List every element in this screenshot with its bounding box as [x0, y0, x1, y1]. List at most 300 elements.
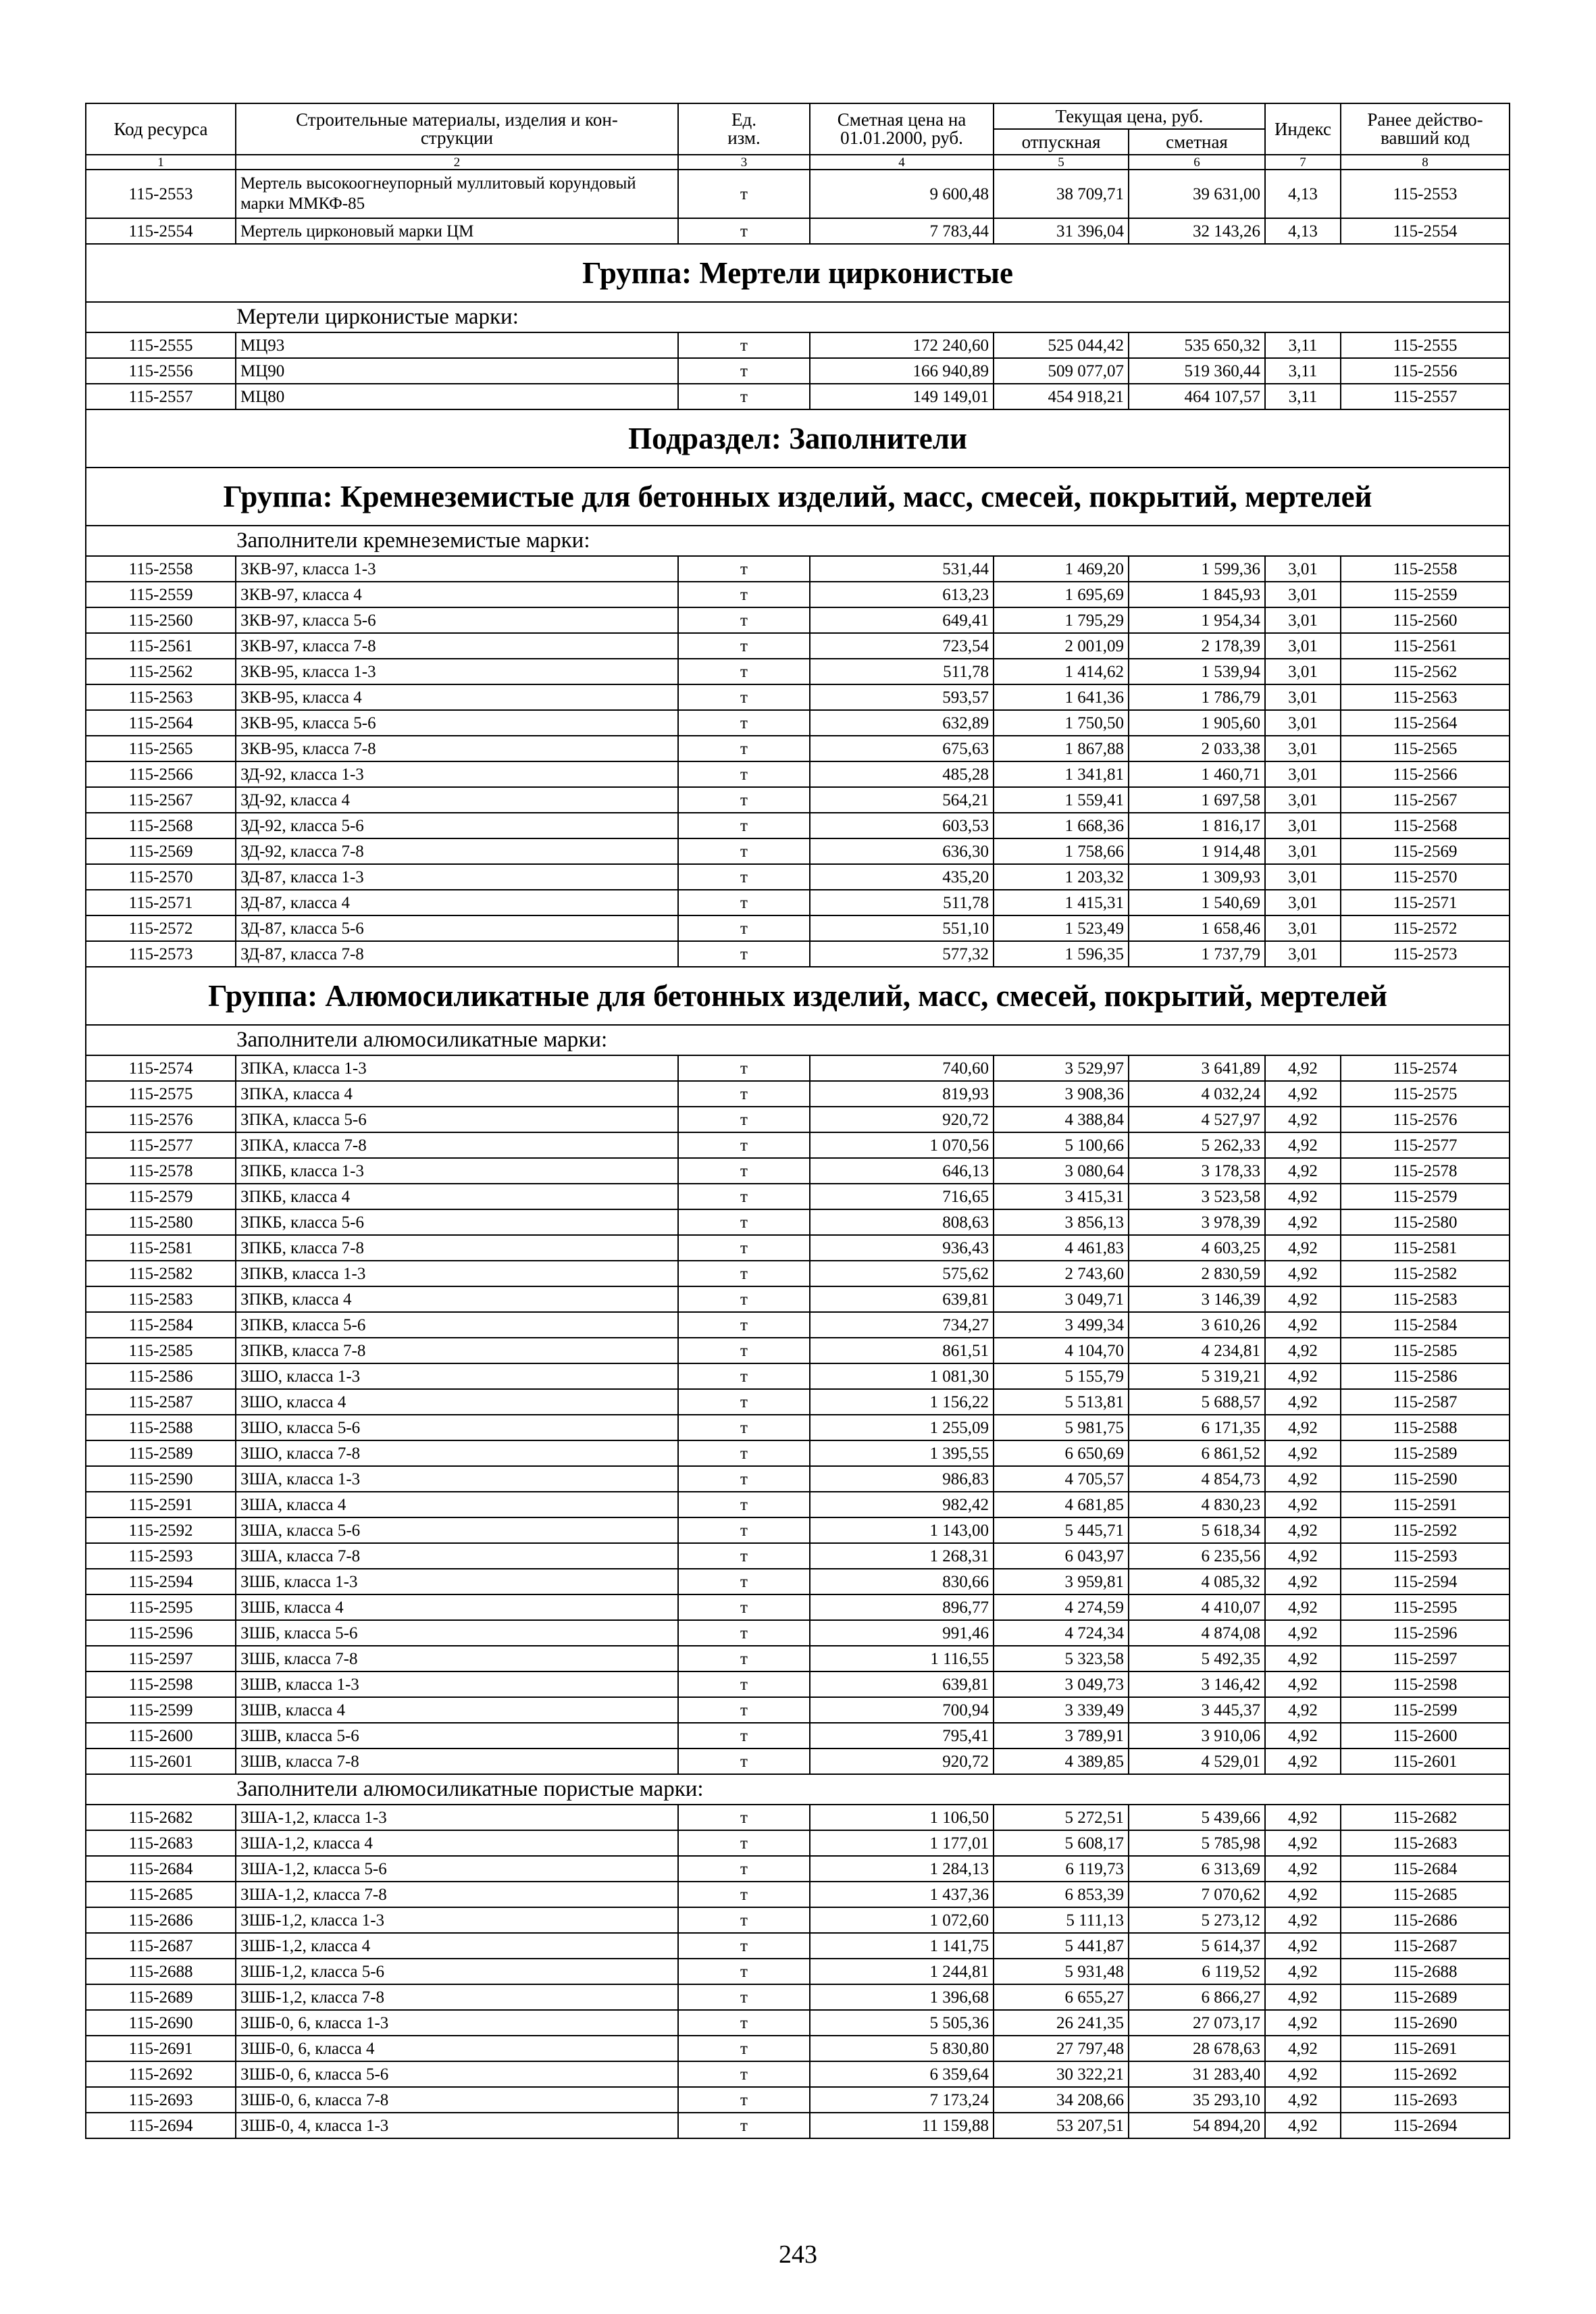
resource-code-cell: 115-2576: [86, 1107, 236, 1132]
previous-code-cell: 115-2693: [1341, 2087, 1510, 2113]
previous-code-cell: 115-2558: [1341, 556, 1510, 582]
base-price-cell: 11 159,88: [810, 2113, 994, 2138]
base-price-cell: 920,72: [810, 1749, 994, 1774]
resource-code-cell: 115-2684: [86, 1856, 236, 1882]
release-price-cell: 5 323,58: [994, 1646, 1129, 1671]
subgroup-heading: Заполнители кремнеземистые марки:: [86, 526, 1510, 556]
base-price-cell: 1 072,60: [810, 1907, 994, 1933]
table-row: [86, 1749, 1510, 1774]
previous-code-cell: 115-2599: [1341, 1697, 1510, 1723]
resource-code-cell: 115-2586: [86, 1363, 236, 1389]
col-number: 8: [1341, 155, 1510, 170]
table-row: [86, 1543, 1510, 1569]
previous-code-cell: 115-2584: [1341, 1312, 1510, 1338]
release-price-cell: 6 119,73: [994, 1856, 1129, 1882]
estimated-price-cell: 27 073,17: [1129, 2010, 1265, 2036]
base-price-cell: 986,83: [810, 1466, 994, 1492]
table-row: [86, 659, 1510, 684]
previous-code-cell: 115-2596: [1341, 1620, 1510, 1646]
previous-code-cell: 115-2582: [1341, 1261, 1510, 1286]
estimated-price-cell: 3 146,39: [1129, 1286, 1265, 1312]
previous-code-cell: 115-2572: [1341, 915, 1510, 941]
col-number: 2: [236, 155, 678, 170]
material-name-cell: ЗД-92, класса 1-3: [236, 761, 678, 787]
release-price-cell: 3 499,34: [994, 1312, 1129, 1338]
price-index-cell: 4,92: [1265, 1933, 1341, 1959]
resource-code-cell: 115-2564: [86, 710, 236, 736]
unit-cell: т: [678, 2010, 810, 2036]
material-name-cell: ЗКВ-97, класса 1-3: [236, 556, 678, 582]
resource-code-cell: 115-2573: [86, 941, 236, 967]
resource-code-cell: 115-2583: [86, 1286, 236, 1312]
previous-code-cell: 115-2571: [1341, 890, 1510, 915]
release-price-cell: 3 959,81: [994, 1569, 1129, 1594]
base-price-cell: 1 244,81: [810, 1959, 994, 1984]
table-row: [86, 1830, 1510, 1856]
table-row: [86, 1569, 1510, 1594]
resource-code-cell: 115-2689: [86, 1984, 236, 2010]
unit-cell: т: [678, 2061, 810, 2087]
material-name-cell: ЗШБ-0, 6, класса 4: [236, 2036, 678, 2061]
release-price-cell: 1 341,81: [994, 761, 1129, 787]
table-row: [86, 1697, 1510, 1723]
resource-code-cell: 115-2556: [86, 358, 236, 384]
resource-code-cell: 115-2595: [86, 1594, 236, 1620]
table-row: [86, 1209, 1510, 1235]
resource-code-cell: 115-2582: [86, 1261, 236, 1286]
base-price-cell: 723,54: [810, 633, 994, 659]
price-index-cell: 4,92: [1265, 1723, 1341, 1749]
unit-cell: т: [678, 1697, 810, 1723]
unit-cell: т: [678, 1235, 810, 1261]
group-heading-row: [86, 409, 1510, 468]
previous-code-cell: 115-2688: [1341, 1959, 1510, 1984]
unit-cell: т: [678, 556, 810, 582]
release-price-cell: 5 441,87: [994, 1933, 1129, 1959]
resource-code-cell: 115-2570: [86, 864, 236, 890]
table-row: [86, 384, 1510, 409]
group-heading: Группа: Кремнеземистые для бетонных изделий, масс, смесей, покрытий, мертелей: [86, 468, 1510, 526]
material-name-cell: ЗД-87, класса 1-3: [236, 864, 678, 890]
unit-cell: т: [678, 633, 810, 659]
resource-code-cell: 115-2596: [86, 1620, 236, 1646]
unit-cell: т: [678, 1158, 810, 1184]
table-row: [86, 1805, 1510, 1830]
price-index-cell: 4,92: [1265, 2061, 1341, 2087]
table-row: [86, 1959, 1510, 1984]
material-name-cell: ЗД-87, класса 4: [236, 890, 678, 915]
previous-code-cell: 115-2593: [1341, 1543, 1510, 1569]
table-row: [86, 1466, 1510, 1492]
resource-code-cell: 115-2598: [86, 1671, 236, 1697]
release-price-cell: 454 918,21: [994, 384, 1129, 409]
resource-code-cell: 115-2579: [86, 1184, 236, 1209]
estimated-price-cell: 5 688,57: [1129, 1389, 1265, 1415]
estimated-price-cell: 5 785,98: [1129, 1830, 1265, 1856]
unit-cell: т: [678, 1749, 810, 1774]
material-name-cell: ЗД-87, класса 5-6: [236, 915, 678, 941]
header-code: Код ресурса: [86, 103, 236, 155]
header-index: Индекс: [1265, 103, 1341, 155]
price-index-cell: 3,01: [1265, 941, 1341, 967]
release-price-cell: 3 908,36: [994, 1081, 1129, 1107]
release-price-cell: 1 668,36: [994, 813, 1129, 838]
unit-cell: т: [678, 915, 810, 941]
unit-cell: т: [678, 1517, 810, 1543]
estimated-price-cell: 6 171,35: [1129, 1415, 1265, 1440]
resource-code-cell: 115-2690: [86, 2010, 236, 2036]
unit-cell: т: [678, 2113, 810, 2138]
price-index-cell: 4,92: [1265, 2087, 1341, 2113]
material-name-cell: ЗПКВ, класса 1-3: [236, 1261, 678, 1286]
release-price-cell: 1 596,35: [994, 941, 1129, 967]
table-row: [86, 761, 1510, 787]
material-name-cell: ЗПКБ, класса 7-8: [236, 1235, 678, 1261]
resource-code-cell: 115-2561: [86, 633, 236, 659]
previous-code-cell: 115-2559: [1341, 582, 1510, 607]
base-price-cell: 613,23: [810, 582, 994, 607]
unit-cell: т: [678, 1830, 810, 1856]
table-row: [86, 170, 1510, 218]
unit-cell: т: [678, 1261, 810, 1286]
material-name-cell: ЗКВ-97, класса 5-6: [236, 607, 678, 633]
estimated-price-cell: 3 910,06: [1129, 1723, 1265, 1749]
resource-code-cell: 115-2585: [86, 1338, 236, 1363]
base-price-cell: 1 177,01: [810, 1830, 994, 1856]
unit-cell: т: [678, 1209, 810, 1235]
previous-code-cell: 115-2591: [1341, 1492, 1510, 1517]
material-name-cell: Мертель цирконовый марки ЦМ: [236, 218, 678, 244]
previous-code-cell: 115-2555: [1341, 332, 1510, 358]
price-index-cell: 3,11: [1265, 332, 1341, 358]
col-number: 1: [86, 155, 236, 170]
table-row: [86, 1620, 1510, 1646]
table-row: [86, 1984, 1510, 2010]
resource-code-cell: 115-2558: [86, 556, 236, 582]
table-row: [86, 2087, 1510, 2113]
price-index-cell: 4,92: [1265, 1107, 1341, 1132]
previous-code-cell: 115-2573: [1341, 941, 1510, 967]
release-price-cell: 1 695,69: [994, 582, 1129, 607]
release-price-cell: 1 795,29: [994, 607, 1129, 633]
base-price-cell: 819,93: [810, 1081, 994, 1107]
material-name-cell: ЗШБ-0, 6, класса 7-8: [236, 2087, 678, 2113]
previous-code-cell: 115-2574: [1341, 1055, 1510, 1081]
header-estimated: сметная: [1129, 129, 1265, 155]
previous-code-cell: 115-2557: [1341, 384, 1510, 409]
table-row: [86, 1440, 1510, 1466]
estimated-price-cell: 519 360,44: [1129, 358, 1265, 384]
estimated-price-cell: 1 599,36: [1129, 556, 1265, 582]
estimated-price-cell: 5 614,37: [1129, 1933, 1265, 1959]
table-row: [86, 1312, 1510, 1338]
base-price-cell: 1 268,31: [810, 1543, 994, 1569]
resource-code-cell: 115-2560: [86, 607, 236, 633]
estimated-price-cell: 4 410,07: [1129, 1594, 1265, 1620]
estimated-price-cell: 4 085,32: [1129, 1569, 1265, 1594]
table-row: [86, 358, 1510, 384]
unit-cell: т: [678, 1184, 810, 1209]
material-name-cell: ЗША-1,2, класса 1-3: [236, 1805, 678, 1830]
base-price-cell: 593,57: [810, 684, 994, 710]
previous-code-cell: 115-2685: [1341, 1882, 1510, 1907]
price-index-cell: 3,01: [1265, 556, 1341, 582]
table-row: [86, 332, 1510, 358]
base-price-cell: 166 940,89: [810, 358, 994, 384]
price-index-cell: 4,92: [1265, 1805, 1341, 1830]
material-name-cell: ЗПКВ, класса 7-8: [236, 1338, 678, 1363]
base-price-cell: 9 600,48: [810, 170, 994, 218]
table-row: [86, 1261, 1510, 1286]
base-price-cell: 5 505,36: [810, 2010, 994, 2036]
base-price-cell: 577,32: [810, 941, 994, 967]
estimated-price-cell: 5 262,33: [1129, 1132, 1265, 1158]
resource-code-cell: 115-2587: [86, 1389, 236, 1415]
resource-code-cell: 115-2683: [86, 1830, 236, 1856]
price-index-cell: 4,92: [1265, 1671, 1341, 1697]
price-index-cell: 4,92: [1265, 1517, 1341, 1543]
unit-cell: т: [678, 218, 810, 244]
previous-code-cell: 115-2575: [1341, 1081, 1510, 1107]
base-price-cell: 830,66: [810, 1569, 994, 1594]
price-index-cell: 4,13: [1265, 170, 1341, 218]
price-index-cell: 4,92: [1265, 2036, 1341, 2061]
base-price-cell: 861,51: [810, 1338, 994, 1363]
estimated-price-cell: 7 070,62: [1129, 1882, 1265, 1907]
price-index-cell: 4,92: [1265, 1959, 1341, 1984]
unit-cell: т: [678, 1132, 810, 1158]
material-name-cell: ЗША-1,2, класса 5-6: [236, 1856, 678, 1882]
material-name-cell: ЗШБ, класса 5-6: [236, 1620, 678, 1646]
table-row: [86, 1389, 1510, 1415]
previous-code-cell: 115-2691: [1341, 2036, 1510, 2061]
unit-cell: т: [678, 1959, 810, 1984]
previous-code-cell: 115-2600: [1341, 1723, 1510, 1749]
release-price-cell: 1 523,49: [994, 915, 1129, 941]
base-price-cell: 603,53: [810, 813, 994, 838]
price-index-cell: 4,92: [1265, 1055, 1341, 1081]
base-price-cell: 1 106,50: [810, 1805, 994, 1830]
table-row: [86, 736, 1510, 761]
base-price-cell: 716,65: [810, 1184, 994, 1209]
estimated-price-cell: 35 293,10: [1129, 2087, 1265, 2113]
previous-code-cell: 115-2595: [1341, 1594, 1510, 1620]
release-price-cell: 5 100,66: [994, 1132, 1129, 1158]
base-price-cell: 511,78: [810, 659, 994, 684]
price-index-cell: 3,01: [1265, 761, 1341, 787]
base-price-cell: 1 396,68: [810, 1984, 994, 2010]
release-price-cell: 6 650,69: [994, 1440, 1129, 1466]
table-row: [86, 787, 1510, 813]
base-price-cell: 575,62: [810, 1261, 994, 1286]
release-price-cell: 3 049,73: [994, 1671, 1129, 1697]
resource-code-cell: 115-2594: [86, 1569, 236, 1594]
release-price-cell: 4 461,83: [994, 1235, 1129, 1261]
previous-code-cell: 115-2566: [1341, 761, 1510, 787]
material-name-cell: ЗШБ-1,2, класса 4: [236, 1933, 678, 1959]
price-index-cell: 3,01: [1265, 890, 1341, 915]
price-index-cell: 4,92: [1265, 1882, 1341, 1907]
subgroup-heading: Заполнители алюмосиликатные пористые марки:: [86, 1774, 1510, 1805]
unit-cell: т: [678, 736, 810, 761]
price-index-cell: 4,92: [1265, 1261, 1341, 1286]
table-row: [86, 1594, 1510, 1620]
material-name-cell: ЗШВ, класса 5-6: [236, 1723, 678, 1749]
release-price-cell: 4 705,57: [994, 1466, 1129, 1492]
previous-code-cell: 115-2690: [1341, 2010, 1510, 2036]
unit-cell: т: [678, 813, 810, 838]
material-name-cell: ЗШО, класса 1-3: [236, 1363, 678, 1389]
unit-cell: т: [678, 1415, 810, 1440]
subgroup-heading-row: [86, 526, 1510, 556]
material-name-cell: ЗША, класса 5-6: [236, 1517, 678, 1543]
estimated-price-cell: 32 143,26: [1129, 218, 1265, 244]
price-index-cell: 3,01: [1265, 633, 1341, 659]
estimated-price-cell: 39 631,00: [1129, 170, 1265, 218]
base-price-cell: 1 141,75: [810, 1933, 994, 1959]
material-name-cell: ЗКВ-95, класса 4: [236, 684, 678, 710]
release-price-cell: 5 931,48: [994, 1959, 1129, 1984]
material-name-cell: ЗШБ, класса 1-3: [236, 1569, 678, 1594]
estimated-price-cell: 5 439,66: [1129, 1805, 1265, 1830]
subgroup-heading-row: [86, 1774, 1510, 1805]
release-price-cell: 3 529,97: [994, 1055, 1129, 1081]
unit-cell: т: [678, 1440, 810, 1466]
material-name-cell: ЗД-87, класса 7-8: [236, 941, 678, 967]
release-price-cell: 4 681,85: [994, 1492, 1129, 1517]
base-price-cell: 149 149,01: [810, 384, 994, 409]
base-price-cell: 795,41: [810, 1723, 994, 1749]
resource-code-cell: 115-2601: [86, 1749, 236, 1774]
material-name-cell: ЗШВ, класса 7-8: [236, 1749, 678, 1774]
base-price-cell: 7 783,44: [810, 218, 994, 244]
unit-cell: т: [678, 1543, 810, 1569]
base-price-cell: 1 116,55: [810, 1646, 994, 1671]
release-price-cell: 2 743,60: [994, 1261, 1129, 1286]
resource-code-cell: 115-2693: [86, 2087, 236, 2113]
estimated-price-cell: 31 283,40: [1129, 2061, 1265, 2087]
table-row: [86, 2061, 1510, 2087]
previous-code-cell: 115-2556: [1341, 358, 1510, 384]
base-price-cell: 1 081,30: [810, 1363, 994, 1389]
resource-code-cell: 115-2688: [86, 1959, 236, 1984]
base-price-cell: 6 359,64: [810, 2061, 994, 2087]
base-price-cell: 531,44: [810, 556, 994, 582]
unit-cell: т: [678, 1492, 810, 1517]
table-row: [86, 582, 1510, 607]
base-price-cell: 646,13: [810, 1158, 994, 1184]
base-price-cell: 808,63: [810, 1209, 994, 1235]
base-price-cell: 1 156,22: [810, 1389, 994, 1415]
previous-code-cell: 115-2689: [1341, 1984, 1510, 2010]
group-heading: Подраздел: Заполнители: [86, 409, 1510, 468]
estimated-price-cell: 5 492,35: [1129, 1646, 1265, 1671]
estimated-price-cell: 1 658,46: [1129, 915, 1265, 941]
resource-code-cell: 115-2563: [86, 684, 236, 710]
previous-code-cell: 115-2583: [1341, 1286, 1510, 1312]
material-name-cell: ЗД-92, класса 5-6: [236, 813, 678, 838]
base-price-cell: 636,30: [810, 838, 994, 864]
resource-code-cell: 115-2584: [86, 1312, 236, 1338]
estimated-price-cell: 4 603,25: [1129, 1235, 1265, 1261]
resource-code-cell: 115-2575: [86, 1081, 236, 1107]
price-index-cell: 3,01: [1265, 607, 1341, 633]
estimated-price-cell: 6 866,27: [1129, 1984, 1265, 2010]
header-name: Строительные материалы, изделия и кон- струкции: [236, 103, 678, 155]
base-price-cell: 485,28: [810, 761, 994, 787]
previous-code-cell: 115-2568: [1341, 813, 1510, 838]
previous-code-cell: 115-2581: [1341, 1235, 1510, 1261]
release-price-cell: 27 797,48: [994, 2036, 1129, 2061]
price-index-cell: 4,92: [1265, 1543, 1341, 1569]
price-index-cell: 4,92: [1265, 1363, 1341, 1389]
unit-cell: т: [678, 1805, 810, 1830]
estimated-price-cell: 3 445,37: [1129, 1697, 1265, 1723]
price-index-cell: 4,92: [1265, 1235, 1341, 1261]
previous-code-cell: 115-2687: [1341, 1933, 1510, 1959]
group-heading: Группа: Мертели цирконистые: [86, 244, 1510, 302]
release-price-cell: 1 415,31: [994, 890, 1129, 915]
base-price-cell: 639,81: [810, 1286, 994, 1312]
price-index-cell: 3,01: [1265, 813, 1341, 838]
release-price-cell: 3 789,91: [994, 1723, 1129, 1749]
material-name-cell: ЗШО, класса 7-8: [236, 1440, 678, 1466]
table-row: [86, 1286, 1510, 1312]
base-price-cell: 700,94: [810, 1697, 994, 1723]
material-name-cell: ЗПКА, класса 5-6: [236, 1107, 678, 1132]
release-price-cell: 3 415,31: [994, 1184, 1129, 1209]
material-name-cell: ЗШВ, класса 1-3: [236, 1671, 678, 1697]
resource-code-cell: 115-2580: [86, 1209, 236, 1235]
unit-cell: т: [678, 358, 810, 384]
resource-code-cell: 115-2590: [86, 1466, 236, 1492]
estimated-price-cell: 1 697,58: [1129, 787, 1265, 813]
previous-code-cell: 115-2580: [1341, 1209, 1510, 1235]
header-unit: Ед. изм.: [678, 103, 810, 155]
unit-cell: т: [678, 941, 810, 967]
previous-code-cell: 115-2601: [1341, 1749, 1510, 1774]
unit-cell: т: [678, 2036, 810, 2061]
release-price-cell: 3 049,71: [994, 1286, 1129, 1312]
estimated-price-cell: 6 313,69: [1129, 1856, 1265, 1882]
price-index-cell: 4,92: [1265, 1184, 1341, 1209]
price-index-cell: 4,92: [1265, 2113, 1341, 2138]
resource-code-cell: 115-2553: [86, 170, 236, 218]
estimated-price-cell: 535 650,32: [1129, 332, 1265, 358]
table-row: [86, 2036, 1510, 2061]
resource-code-cell: 115-2588: [86, 1415, 236, 1440]
material-name-cell: ЗШО, класса 4: [236, 1389, 678, 1415]
price-index-cell: 4,92: [1265, 1594, 1341, 1620]
subgroup-heading-row: [86, 1025, 1510, 1055]
header-release: отпускная: [994, 129, 1129, 155]
table-row: [86, 1184, 1510, 1209]
previous-code-cell: 115-2694: [1341, 2113, 1510, 2138]
release-price-cell: 31 396,04: [994, 218, 1129, 244]
material-name-cell: ЗКВ-97, класса 4: [236, 582, 678, 607]
material-name-cell: ЗПКА, класса 4: [236, 1081, 678, 1107]
price-index-cell: 4,92: [1265, 1620, 1341, 1646]
release-price-cell: 5 981,75: [994, 1415, 1129, 1440]
resource-code-cell: 115-2565: [86, 736, 236, 761]
estimated-price-cell: 4 527,97: [1129, 1107, 1265, 1132]
previous-code-cell: 115-2586: [1341, 1363, 1510, 1389]
table-row: [86, 1907, 1510, 1933]
material-name-cell: Мертель высокоогнеупорный муллитовый корундовый марки ММКФ-85: [236, 170, 678, 218]
base-price-cell: 920,72: [810, 1107, 994, 1132]
material-name-cell: ЗШБ-1,2, класса 5-6: [236, 1959, 678, 1984]
material-name-cell: МЦ93: [236, 332, 678, 358]
